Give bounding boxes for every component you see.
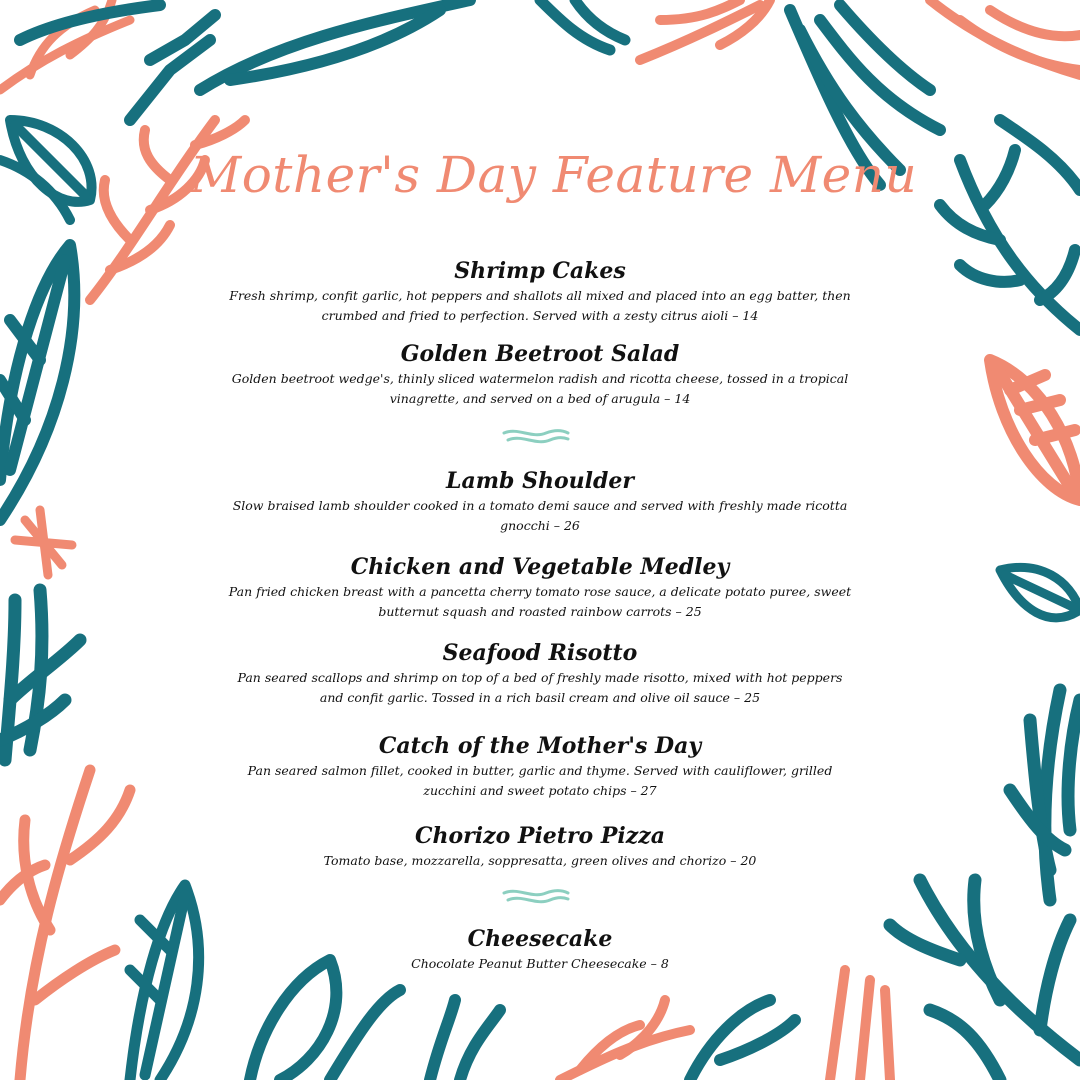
menu-item-name: Golden Beetroot Salad <box>400 341 680 367</box>
star-flower-icon <box>15 510 72 575</box>
leaf-cluster-icon <box>540 0 625 50</box>
menu-item-description: Fresh shrimp, confit garlic, hot peppers and shallots all mixed and placed into an egg batter, then crumbed and fried to perfection. Served with a zesty citrus aioli – 14 <box>229 288 851 323</box>
leaf-cluster-icon <box>20 0 470 120</box>
menu-item-name: Seafood Risotto <box>442 640 638 666</box>
frond-icon <box>890 880 1080 1080</box>
leaf-sprig-icon <box>0 770 130 1080</box>
menu-item-name: Shrimp Cakes <box>454 258 626 284</box>
menu-item-name: Chorizo Pietro Pizza <box>414 823 666 849</box>
leaf-sprig-icon <box>940 120 1080 330</box>
menu-item-description: Pan fried chicken breast with a pancetta cherry tomato rose sauce, a delicate potato puree, sweet butternut squash and roasted rainbow carrots – 25 <box>228 584 852 619</box>
leaf-cluster-icon <box>250 960 795 1080</box>
leaf-icon <box>0 120 92 220</box>
menu-item-description: Chocolate Peanut Butter Cheesecake – 8 <box>411 956 669 971</box>
menu-item-name: Cheesecake <box>467 926 613 952</box>
leaf-icon <box>0 245 74 520</box>
menu-item-name: Lamb Shoulder <box>446 468 634 494</box>
menu-item-name: Catch of the Mother's Day <box>378 733 702 759</box>
menu-item-description: Golden beetroot wedge's, thinly sliced watermelon radish and ricotta cheese, tossed in a tropical vinagrette, and served on a bed of arugula – 14 <box>231 371 849 406</box>
leaf-icon <box>990 360 1080 500</box>
frond-icon <box>1010 690 1080 900</box>
menu-item <box>200 731 880 801</box>
menu-item <box>200 924 880 974</box>
menu-item-description: Slow braised lamb shoulder cooked in a tomato demi sauce and served with freshly made ricotta gnocchi – 26 <box>232 498 848 533</box>
menu-item-name: Chicken and Vegetable Medley <box>350 554 730 580</box>
leaf-icon <box>130 885 199 1080</box>
page-title: Mother's Day Feature Menu <box>190 146 918 204</box>
frond-icon <box>0 590 80 760</box>
leaf-icon <box>1000 567 1080 617</box>
menu-item <box>200 821 880 871</box>
menu-item <box>200 638 880 708</box>
menu-item <box>200 552 880 622</box>
menu-item-description: Pan seared salmon fillet, cooked in butter, garlic and thyme. Served with cauliflower, grilled zucchini and sweet potato chips – 27 <box>247 763 833 798</box>
menu-item-description: Pan seared scallops and shrimp on top of a bed of freshly made risotto, mixed with hot peppers and confit garlic. Tossed in a rich basil cream and olive oil sauce – 25 <box>237 670 843 705</box>
wave-divider-icon <box>500 884 572 908</box>
wave-divider-icon <box>500 424 572 448</box>
menu-item <box>200 256 880 326</box>
menu-item <box>200 339 880 409</box>
menu-item <box>200 466 880 536</box>
menu-item-description: Tomato base, mozzarella, soppresatta, green olives and chorizo – 20 <box>323 853 757 868</box>
